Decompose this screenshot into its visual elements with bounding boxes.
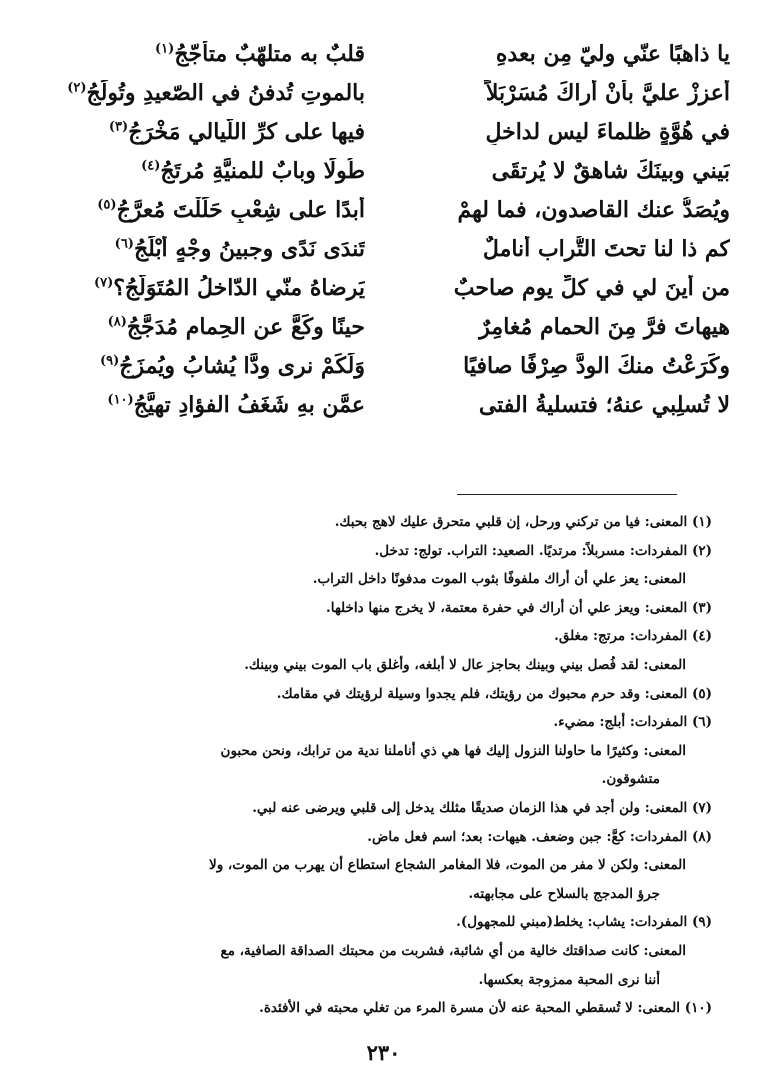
verse-second-hemistich: [40, 119, 365, 145]
footnote-reference[interactable]: (٣): [108, 119, 129, 135]
footnote-reference[interactable]: (٢): [67, 80, 87, 96]
footnote: [52, 823, 712, 852]
verse-first-hemistich: في هُوَّةٍ ظلماءَ ليس لداخلٍ: [485, 118, 730, 145]
verse-second-hemistich: [40, 314, 365, 340]
footnote-text: يعز علي أن أراك ملفوفًا بثوب الموت مدفونًا داخل التراب.: [312, 571, 639, 588]
footnote-separator: [457, 494, 677, 495]
verse-row: [40, 346, 730, 385]
footnote-text: فيا من تركني ورحل، إن قلبي متحرق عليك لاهج بحبك.: [334, 514, 641, 530]
footnote-reference[interactable]: (٨): [107, 314, 127, 330]
verse-second-hemistich: [40, 392, 365, 418]
footnote: [52, 680, 712, 709]
verse-first-hemistich: بَيني وبينَكَ شاهقٌ لا يُرتقَى: [491, 157, 730, 184]
footnote: [52, 908, 712, 937]
verse-second-hemistich-text: حينًا وكَعَّ عن الحِمامِ مُدَجَّجُ: [126, 313, 365, 340]
verse-first-hemistich: وكَرَعْتُ منكَ الودَّ صِرْفًا صافيًا: [463, 352, 730, 379]
footnote: [52, 651, 712, 680]
footnote-text-continuation: أننا نرى المحبة ممزوجة بعكسها.: [478, 971, 660, 988]
footnote-label: المعنى:: [643, 656, 686, 673]
footnote-label: المفردات:: [629, 628, 688, 645]
footnote-label: المعنى:: [644, 599, 688, 616]
verse-second-hemistich: [40, 197, 365, 223]
footnote-number: (٣): [691, 599, 712, 616]
footnote-text: ويعز علي أن أراك في حفرة معتمة، لا يخرج منها داخلها.: [326, 599, 641, 616]
footnote-label: المعنى:: [643, 742, 686, 759]
footnote-text: كعَّ: جبن وضعف. هيهات: بعد؛ اسم فعل ماض.: [367, 828, 626, 845]
verse-second-hemistich-text: تَندَى نَدًى وجبينُ وجْهٍ أبْلَجُ: [133, 235, 365, 262]
footnote-number: (٨): [691, 828, 712, 845]
footnote: [52, 708, 712, 737]
footnote-text: ولكن لا مفر من الموت، فلا المغامر الشجاع استطاع أن يهرب من الموت، ولا: [209, 857, 639, 874]
verse-second-hemistich: [40, 41, 365, 67]
page-number: ٢٣٠: [366, 1040, 401, 1065]
footnote-label: المعنى:: [637, 1000, 680, 1017]
footnote-label: المعنى:: [643, 857, 686, 874]
footnote-label: المعنى:: [644, 799, 688, 816]
verse-first-hemistich: يا ذاهبًا عنّي وليّ مِن بعدهِ: [495, 40, 730, 67]
footnote-label: المفردات:: [629, 828, 688, 845]
footnote-label: المفردات:: [629, 714, 688, 731]
footnote: [52, 737, 712, 794]
footnote-reference[interactable]: (١): [155, 41, 175, 57]
footnote-number: (١٠): [684, 1000, 712, 1017]
footnote-reference[interactable]: (٥): [97, 197, 117, 213]
verse-second-hemistich-text: يَرضاهُ منّي الدّاخلُ المُتَوَلّجُ؟: [113, 274, 365, 301]
footnote-label: المفردات:: [629, 542, 688, 559]
verse-second-hemistich: [40, 353, 365, 379]
poem-verses: [40, 34, 730, 424]
footnote-number: (٢): [691, 542, 712, 559]
footnote-reference[interactable]: (٧): [93, 275, 114, 291]
footnote-text-continuation: جرؤ المدجج بالسلاح على مجابهته.: [468, 885, 660, 902]
footnote-number: (٤): [691, 628, 712, 645]
verse-row: [40, 307, 730, 346]
footnote: [52, 508, 712, 537]
verse-second-hemistich: [40, 80, 365, 106]
verse-second-hemistich-text: وَلَكَمْ نرى وِدًّا يُشابُ ويُمزَجُ: [119, 352, 365, 379]
footnote: [52, 851, 712, 908]
verse-second-hemistich-text: طُولًا وبابٌ للمنيَّةِ مُرتَجُ: [160, 157, 365, 184]
footnote-number: (١): [691, 514, 712, 530]
footnote-text: يشاب: يخلط(مبني للمجهول).: [456, 914, 626, 931]
verse-row: [40, 73, 730, 112]
verse-second-hemistich: [40, 236, 365, 262]
verse-first-hemistich: أعززْ عليَّ بأنْ أراكَ مُسَرْبَلاً: [485, 79, 730, 106]
footnote: [52, 994, 712, 1023]
verse-second-hemistich: [40, 275, 365, 301]
footnote-number: (٧): [691, 799, 712, 816]
verse-first-hemistich: كم ذا لنا تحتَ التُّراب أناملٌ: [482, 235, 730, 262]
verse-first-hemistich: هيهاتَ فرَّ مِنَ الحمامِ مُغامِرٌ: [479, 313, 730, 340]
footnote-reference[interactable]: (٦): [114, 236, 134, 252]
footnote-text: مرتج: مغلق.: [554, 628, 626, 645]
footnote-text-continuation: متشوقون.: [601, 771, 660, 788]
footnote-number: (٩): [691, 914, 712, 931]
verse-second-hemistich-text: عمَّن بهِ شَغَفُ الفؤادِ تهيَّجُ: [133, 391, 365, 418]
verse-row: [40, 34, 730, 73]
footnote-label: المعنى:: [644, 685, 688, 702]
footnote-label: المعنى:: [644, 514, 688, 530]
footnote-reference[interactable]: (٩): [99, 353, 120, 369]
footnote-label: المعنى:: [643, 942, 686, 959]
verse-row: [40, 385, 730, 424]
verse-second-hemistich-text: بالموتِ تُدفنُ في الصّعيدِ وتُولَجُ: [86, 79, 365, 106]
verse-row: [40, 190, 730, 229]
footnote-number: (٦): [691, 714, 712, 731]
footnote-text: أبلج: مضيء.: [553, 714, 626, 731]
footnote-text: لقد فُصل بيني وبينك بحاجز عال لا أبلغه، وأغلق باب الموت بيني وبينك.: [244, 656, 639, 673]
footnote: [52, 794, 712, 823]
verse-second-hemistich: [40, 158, 365, 184]
footnote-text: وقد حرم محبوك من رؤيتك، فلم يجدوا وسيلة لرؤيتك في مقامك.: [276, 685, 641, 702]
footnote: [52, 622, 712, 651]
footnote-number: (٥): [691, 685, 712, 702]
footnote: [52, 537, 712, 566]
footnote-reference[interactable]: (١٠): [107, 392, 134, 408]
footnote-label: المعنى:: [643, 571, 686, 588]
verse-row: [40, 268, 730, 307]
footnotes: [52, 508, 712, 1023]
verse-row: [40, 229, 730, 268]
verse-first-hemistich: من أينَ لي في كلِّ يوم صاحبٌ: [453, 274, 730, 301]
footnote: [52, 594, 712, 623]
footnote-text: مسربلاً: مرتديًا. الصعيد: التراب. تولج: تدخل.: [374, 542, 626, 559]
footnote-text: وكثيرًا ما حاولنا النزول إليك فها هي ذي أناملنا ندية من ترابك، ونحن محبون: [220, 742, 639, 759]
footnote: [52, 565, 712, 594]
footnote-text: ولن أجد في هذا الزمان صديقًا مثلك يدخل إلى قلبي ويرضى عنه لبي.: [252, 799, 641, 816]
footnote-text: لا تُسقطي المحبة عنه لأن مسرة المرء من تغلي محبته في الأفئدة.: [259, 1000, 633, 1017]
verse-row: [40, 151, 730, 190]
verse-second-hemistich-text: أبدًا على شِعْبٍ حَلَلْتَ مُعرَّجُ: [116, 196, 365, 223]
verse-first-hemistich: لا تُسلِبي عنهُ؛ فتسليةُ الفتى: [478, 391, 730, 418]
footnote-label: المفردات:: [629, 914, 688, 931]
footnote-reference[interactable]: (٤): [141, 158, 161, 174]
verse-row: [40, 112, 730, 151]
verse-second-hemistich-text: فيها على كرِّ اللّيالي مَخْرَجُ: [128, 118, 365, 145]
footnote: [52, 937, 712, 994]
verse-first-hemistich: ويُصَدُّ عنك القاصدون، فما لهمْ: [457, 196, 730, 223]
footnote-text: كانت صداقتك خالية من أي شائبة، فشربت من محبتك الصداقة الصافية، مع: [220, 942, 639, 959]
verse-second-hemistich-text: قلبٌ به متلهّبٌ متأجّجُ: [174, 40, 365, 67]
